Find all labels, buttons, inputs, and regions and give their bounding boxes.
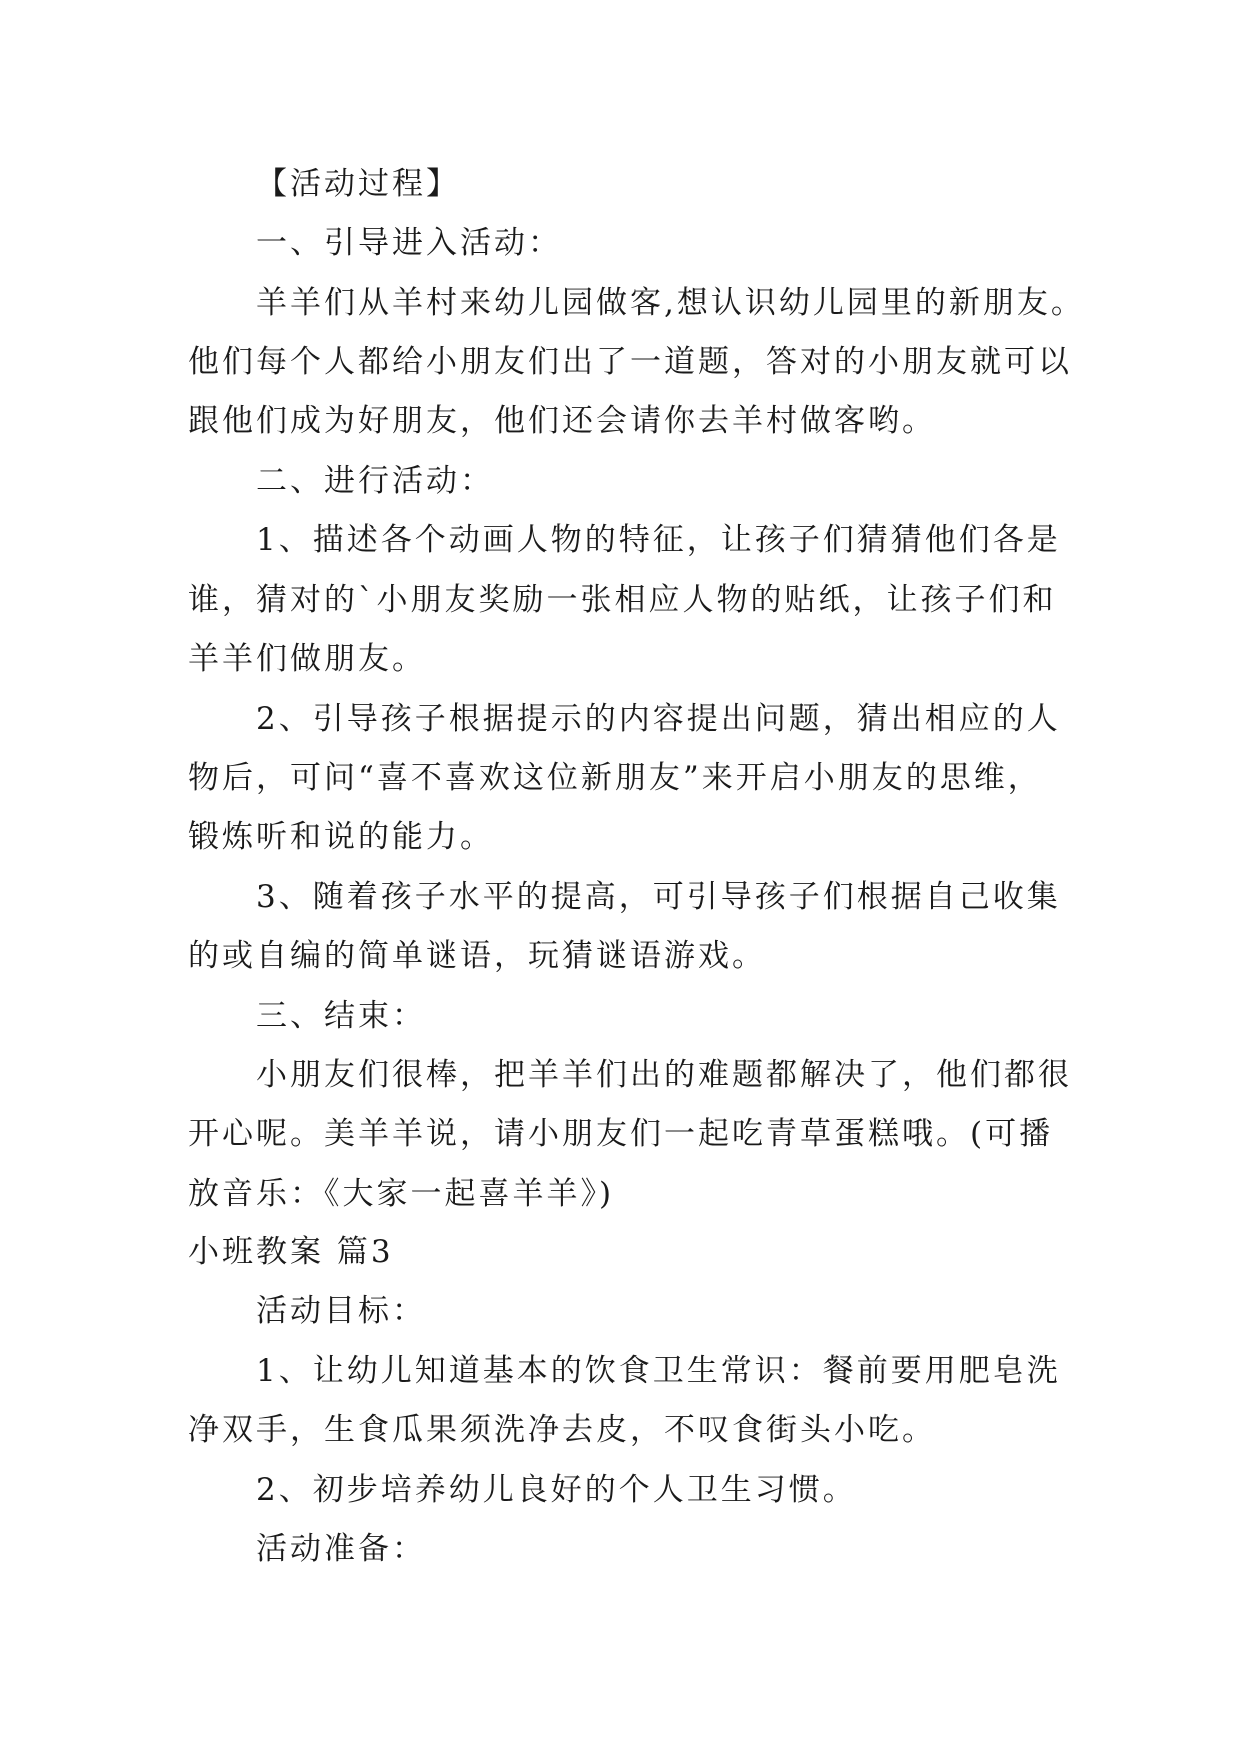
section-heading-activity-preparation: 活动准备： <box>256 1531 426 1567</box>
paragraph-line: 净双手，生食瓜果须洗净去皮，不叹食街头小吃。 <box>188 1412 936 1448</box>
paragraph-line: 羊羊们从羊村来幼儿园做客,想认识幼儿园里的新朋友。 <box>256 285 1085 321</box>
paragraph-line: 小朋友们很棒，把羊羊们出的难题都解决了，他们都很 <box>256 1057 1072 1093</box>
step-heading-three: 三、结束： <box>256 998 426 1034</box>
paragraph-line: 他们每个人都给小朋友们出了一道题，答对的小朋友就可以 <box>188 344 1072 380</box>
paragraph-line: 开心呢。美羊羊说，请小朋友们一起吃青草蛋糕哦。(可播 <box>188 1116 1054 1152</box>
paragraph-line: 的或自编的简单谜语，玩猜谜语游戏。 <box>188 938 766 974</box>
paragraph-line: 跟他们成为好朋友，他们还会请你去羊村做客哟。 <box>188 403 936 439</box>
paragraph-line: 羊羊们做朋友。 <box>188 641 426 677</box>
paragraph-line: 放音乐：《大家一起喜羊羊》) <box>188 1176 615 1212</box>
paragraph-line: 2、引导孩子根据提示的内容提出问题，猜出相应的人 <box>256 701 1061 737</box>
lesson-title: 小班教案 篇3 <box>188 1234 394 1270</box>
paragraph-line: 物后，可问“喜不喜欢这位新朋友”来开启小朋友的思维， <box>188 760 1042 796</box>
step-heading-one: 一、引导进入活动： <box>256 225 562 261</box>
paragraph-line: 3、随着孩子水平的提高，可引导孩子们根据自己收集 <box>256 879 1061 915</box>
paragraph-line: 1、让幼儿知道基本的饮食卫生常识：餐前要用肥皂洗 <box>256 1353 1061 1389</box>
section-heading-activity-process: 【活动过程】 <box>256 166 460 202</box>
paragraph-line: 1、描述各个动画人物的特征，让孩子们猜猜他们各是 <box>256 522 1061 558</box>
paragraph-line: 2、初步培养幼儿良好的个人卫生习惯。 <box>256 1472 857 1508</box>
paragraph-line: 锻炼听和说的能力。 <box>188 819 494 855</box>
step-heading-two: 二、进行活动： <box>256 463 494 499</box>
paragraph-line: 谁，猜对的`小朋友奖励一张相应人物的贴纸，让孩子们和 <box>188 582 1057 618</box>
section-heading-activity-goals: 活动目标： <box>256 1293 426 1329</box>
